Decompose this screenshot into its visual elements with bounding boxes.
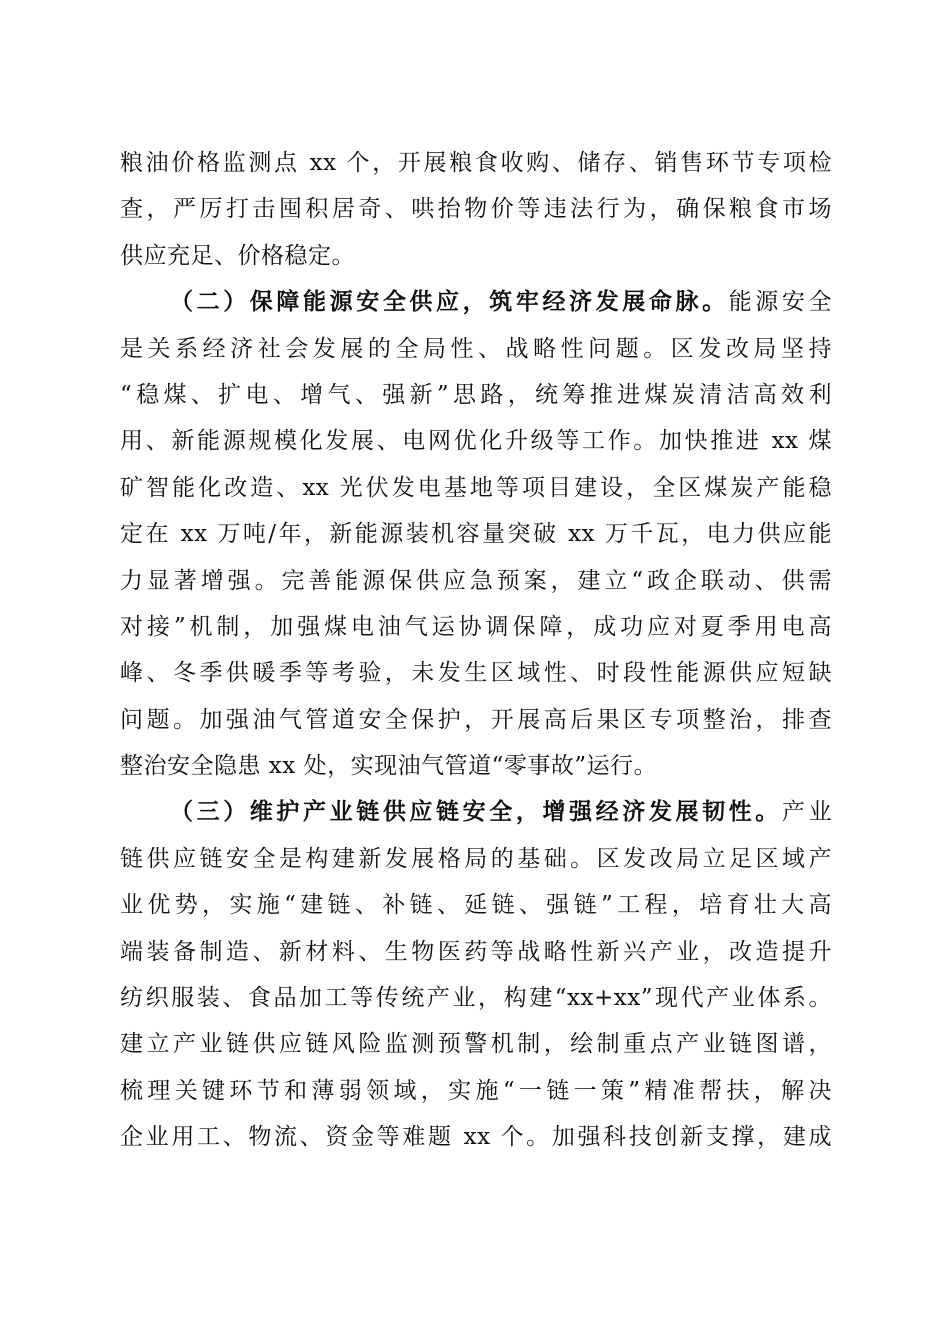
- section-2-first-line: [120, 279, 832, 325]
- text-line: 供应充足、价格稳定。: [120, 242, 355, 269]
- section-2-lead: 能源安全: [728, 289, 832, 316]
- body-text: [120, 140, 832, 1161]
- text-line: 定在 xx 万吨/年，新能源装机容量突破 xx 万千瓦，电力供应能: [120, 521, 832, 548]
- text-line: 用、新能源规模化发展、电网优化升级等工作。加快推进 xx 煤: [120, 428, 832, 455]
- text-line: “稳煤、扩电、增气、强新”思路，统筹推进煤炭清洁高效利: [120, 381, 832, 408]
- text-line: 峰、冬季供暖季等考验，未发生区域性、时段性能源供应短缺: [120, 660, 832, 687]
- section-3-first-line: [120, 789, 832, 835]
- text-line: 纺织服装、食品加工等传统产业，构建“xx+xx”现代产业体系。: [120, 985, 832, 1012]
- text-line: 力显著增强。完善能源保供应急预案，建立“政企联动、供需: [120, 567, 832, 594]
- text-line: 是关系经济社会发展的全局性、战略性问题。区发改局坚持: [120, 335, 832, 362]
- text-line: 矿智能化改造、xx 光伏发电基地等项目建设，全区煤炭产能稳: [120, 474, 832, 501]
- text-line: 梳理关键环节和薄弱领域，实施“一链一策”精准帮扶，解决: [120, 1077, 832, 1104]
- text-line: 建立产业链供应链风险监测预警机制，绘制重点产业链图谱，: [120, 1031, 832, 1058]
- text-line: 整治安全隐患 xx 处，实现油气管道“零事故”运行。: [120, 753, 658, 780]
- text-line: 粮油价格监测点 xx 个，开展粮食收购、储存、销售环节专项检: [120, 150, 832, 176]
- section-3-heading: （三）维护产业链供应链安全，增强经济发展韧性。: [170, 798, 782, 826]
- text-line: 查，严厉打击囤积居奇、哄抬物价等违法行为，确保粮食市场: [120, 196, 832, 223]
- text-line: 链供应链安全是构建新发展格局的基础。区发改局立足区域产: [120, 845, 832, 872]
- section-3-lead: 产业: [781, 799, 832, 826]
- text-line: 问题。加强油气管道安全保护，开展高后果区专项整治，排查: [120, 706, 832, 733]
- text-line: 业优势，实施“建链、补链、延链、强链”工程，培育壮大高: [120, 892, 832, 919]
- text-line: 端装备制造、新材料、生物医药等战略性新兴产业，改造提升: [120, 938, 832, 965]
- section-2-heading: （二）保障能源安全供应，筑牢经济发展命脉。: [170, 288, 729, 316]
- text-line: 企业用工、物流、资金等难题 xx 个。加强科技创新支撑，建成: [120, 1124, 832, 1151]
- text-line: 对接”机制，加强煤电油气运协调保障，成功应对夏季用电高: [120, 613, 832, 640]
